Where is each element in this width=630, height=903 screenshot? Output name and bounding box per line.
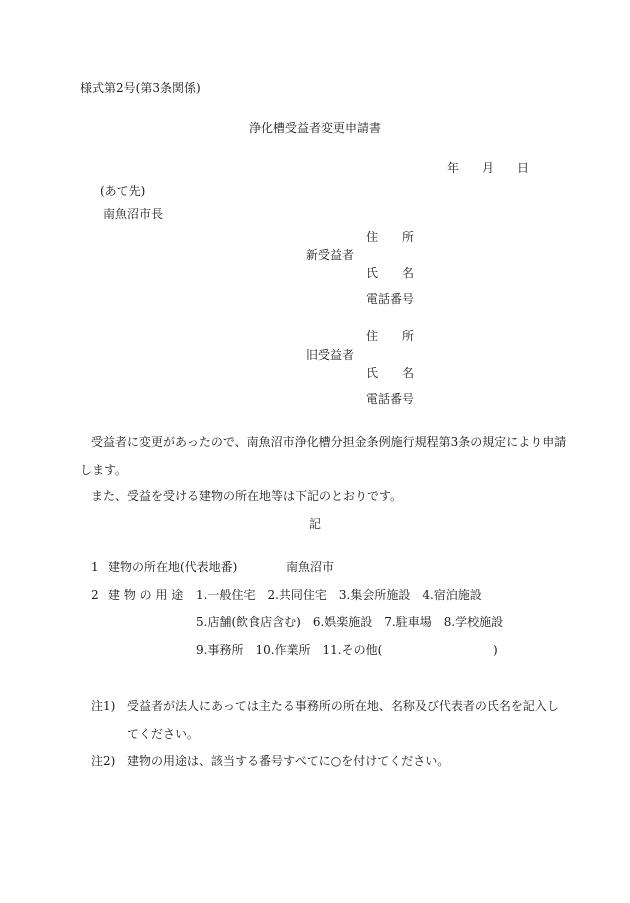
note-1-label: 注1) bbox=[91, 699, 116, 713]
item-1-number: 1 bbox=[91, 560, 99, 574]
note-1-line-2: てください。 bbox=[127, 727, 200, 741]
date-day: 日 bbox=[517, 161, 530, 175]
item-1-label: 建物の所在地(代表地番) bbox=[108, 560, 238, 574]
item-2-label: 建 物 の 用 途 bbox=[108, 588, 184, 602]
note-2-text: 建物の用途は、該当する番号すべてに○を付けてください。 bbox=[127, 754, 450, 768]
date-month: 月 bbox=[482, 161, 495, 175]
form-number: 様式第2号(第3条関係) bbox=[80, 81, 201, 95]
uses-row-1: 1.一般住宅 2.共同住宅 3.集会所施設 4.宿泊施設 bbox=[196, 588, 482, 602]
old-name-label: 氏 名 bbox=[366, 366, 415, 380]
note-2-label: 注2) bbox=[91, 754, 116, 768]
uses-row-2: 5.店舗(飲食店含む) 6.娯楽施設 7.駐車場 8.学校施設 bbox=[196, 615, 504, 629]
addressee-prefix: (あて先) bbox=[100, 184, 146, 198]
old-beneficiary-label: 旧受益者 bbox=[306, 348, 355, 362]
old-phone-label: 電話番号 bbox=[366, 392, 415, 406]
item-2-number: 2 bbox=[91, 588, 99, 602]
old-address-label: 住 所 bbox=[366, 329, 415, 343]
ki-heading: 記 bbox=[308, 517, 321, 531]
body-line-3: また、受益を受ける建物の所在地等は下記のとおりです。 bbox=[91, 489, 403, 503]
body-line-2: します。 bbox=[80, 463, 128, 477]
new-address-label: 住 所 bbox=[366, 230, 415, 244]
new-name-label: 氏 名 bbox=[366, 266, 415, 280]
addressee-name: 南魚沼市長 bbox=[103, 207, 164, 221]
document-title: 浄化槽受益者変更申請書 bbox=[248, 121, 381, 135]
note-1-line-1: 受益者が法人にあっては主たる事務所の所在地、名称及び代表者の氏名を記入し bbox=[127, 699, 559, 713]
uses-row-3: 9.事務所 10.作業所 11.その他( bbox=[196, 643, 383, 657]
date-year: 年 bbox=[447, 161, 460, 175]
body-line-1: 受益者に変更があったので、南魚沼市浄化槽分担金条例施行規程第3条の規定により申請 bbox=[91, 435, 567, 449]
item-1-value: 南魚沼市 bbox=[286, 560, 335, 574]
uses-row-3-close: ) bbox=[493, 643, 498, 657]
new-phone-label: 電話番号 bbox=[366, 292, 415, 306]
new-beneficiary-label: 新受益者 bbox=[306, 248, 355, 262]
